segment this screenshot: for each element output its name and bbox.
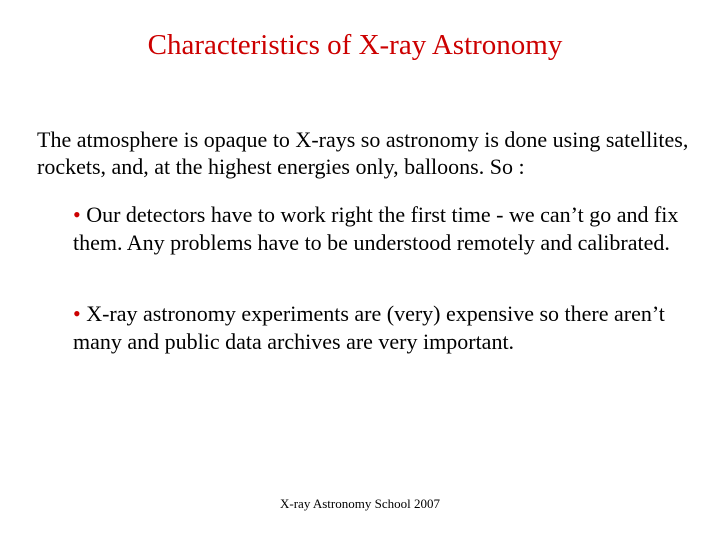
slide-title: Characteristics of X-ray Astronomy [147,29,563,61]
bullet-item-detectors [73,201,703,257]
slide-footer: X-ray Astronomy School 2007 [280,496,440,511]
bullet-marker: • [73,202,87,227]
intro-paragraph: The atmosphere is opaque to X-rays so astronomy is done using satellites, rockets, and, at the highest energies only, balloons. So : [37,127,689,179]
bullet-marker: • [73,301,87,326]
bullet-text: Our detectors have to work right the first time - we can’t go and fix them. Any problems have to be understood remotely and calibrated. [73,202,679,255]
bullet-text: X-ray astronomy experiments are (very) expensive so there aren’t many and public data archives are very important. [73,301,665,354]
bullet-item-expensive [73,300,703,356]
